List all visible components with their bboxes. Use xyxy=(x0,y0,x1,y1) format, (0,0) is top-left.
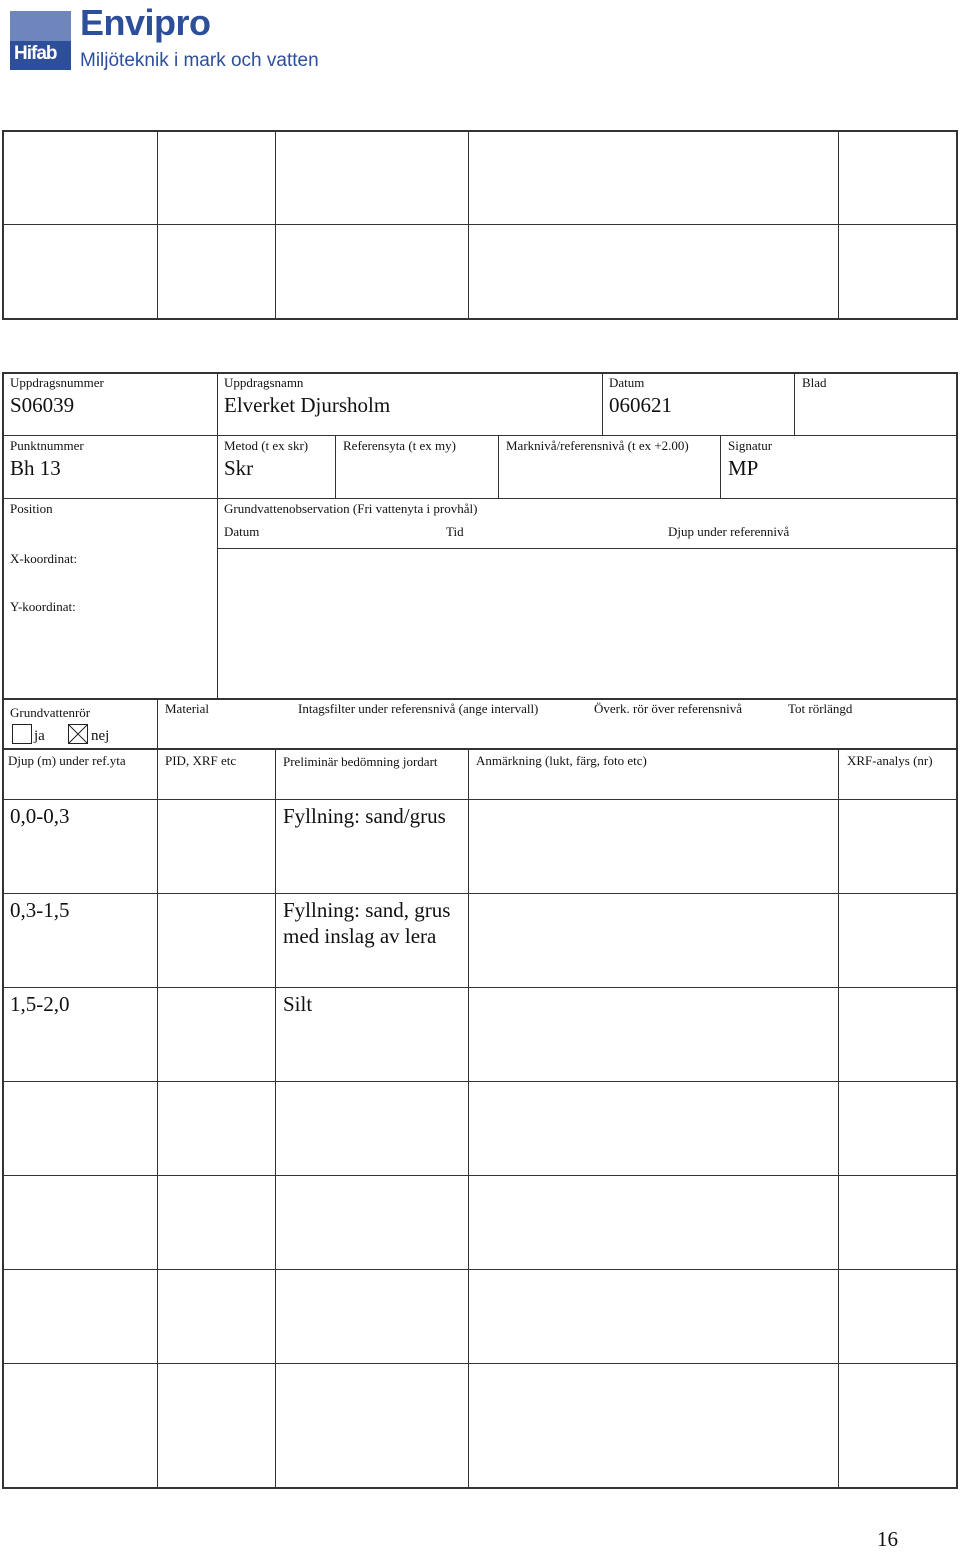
nej-checkbox[interactable] xyxy=(68,724,88,744)
intagsfilter-label: Intagsfilter under referensnivå (ange intervall) xyxy=(298,701,539,716)
row-3-djup[interactable]: 1,5-2,0 xyxy=(10,992,70,1016)
y-koordinat-label: Y-koordinat: xyxy=(10,599,76,614)
header-pid: PID, XRF etc xyxy=(165,753,237,768)
gw-datum-label: Datum xyxy=(224,524,260,539)
punktnummer-label: Punktnummer xyxy=(10,438,84,453)
header-anm: Anmärkning (lukt, färg, foto etc) xyxy=(476,753,647,768)
ja-checkbox[interactable] xyxy=(12,724,32,744)
grundvattenror-label: Grundvattenrör xyxy=(10,705,91,720)
overk-label: Överk. rör över referensnivå xyxy=(594,701,742,716)
row-2-djup[interactable]: 0,3-1,5 xyxy=(10,898,70,922)
metod-label: Metod (t ex skr) xyxy=(224,438,309,453)
checkmark-x-icon xyxy=(69,725,87,743)
tot-rorlangd-label: Tot rörlängd xyxy=(788,701,853,716)
row-2-jordart[interactable]: Fyllning: sand, grus med inslag av lera xyxy=(283,898,451,948)
gw-tid-label: Tid xyxy=(446,524,464,539)
nej-label: nej xyxy=(91,728,110,744)
datum-value[interactable]: 060621 xyxy=(609,393,672,417)
logo-title: Envipro xyxy=(80,2,211,43)
material-label: Material xyxy=(165,701,210,716)
markniva-label: Marknivå/referensnivå (t ex +2.00) xyxy=(506,438,689,453)
logo-brand: Hifab xyxy=(14,43,57,64)
signatur-label: Signatur xyxy=(728,438,773,453)
uppdragsnamn-label: Uppdragsnamn xyxy=(224,375,304,390)
blad-label: Blad xyxy=(802,375,827,390)
header-prelim: Preliminär bedömning jordart xyxy=(283,754,438,769)
header-xrf: XRF-analys (nr) xyxy=(847,753,933,768)
header-djup: Djup (m) under ref.yta xyxy=(8,753,126,768)
referensyta-label: Referensyta (t ex my) xyxy=(343,438,456,453)
row-1-jordart[interactable]: Fyllning: sand/grus xyxy=(283,804,446,828)
row-1-djup[interactable]: 0,0-0,3 xyxy=(10,804,70,828)
ja-label: ja xyxy=(34,728,45,744)
datum-label: Datum xyxy=(609,375,645,390)
metod-value[interactable]: Skr xyxy=(224,456,254,480)
uppdragsnummer-value[interactable]: S06039 xyxy=(10,393,75,417)
logo-subtitle: Miljöteknik i mark och vatten xyxy=(80,50,319,71)
signatur-value[interactable]: MP xyxy=(728,456,759,480)
position-label: Position xyxy=(10,501,53,516)
punktnummer-value[interactable]: Bh 13 xyxy=(10,456,61,480)
gw-djup-label: Djup under referennivå xyxy=(668,524,790,539)
hifab-logo xyxy=(10,11,71,70)
gw-observation-label: Grundvattenobservation (Fri vattenyta i provhål) xyxy=(224,501,478,516)
row-3-jordart[interactable]: Silt xyxy=(283,992,313,1016)
uppdragsnummer-label: Uppdragsnummer xyxy=(10,375,104,390)
page-number: 16 xyxy=(877,1527,898,1551)
x-koordinat-label: X-koordinat: xyxy=(10,551,78,566)
uppdragsnamn-value[interactable]: Elverket Djursholm xyxy=(224,393,391,417)
